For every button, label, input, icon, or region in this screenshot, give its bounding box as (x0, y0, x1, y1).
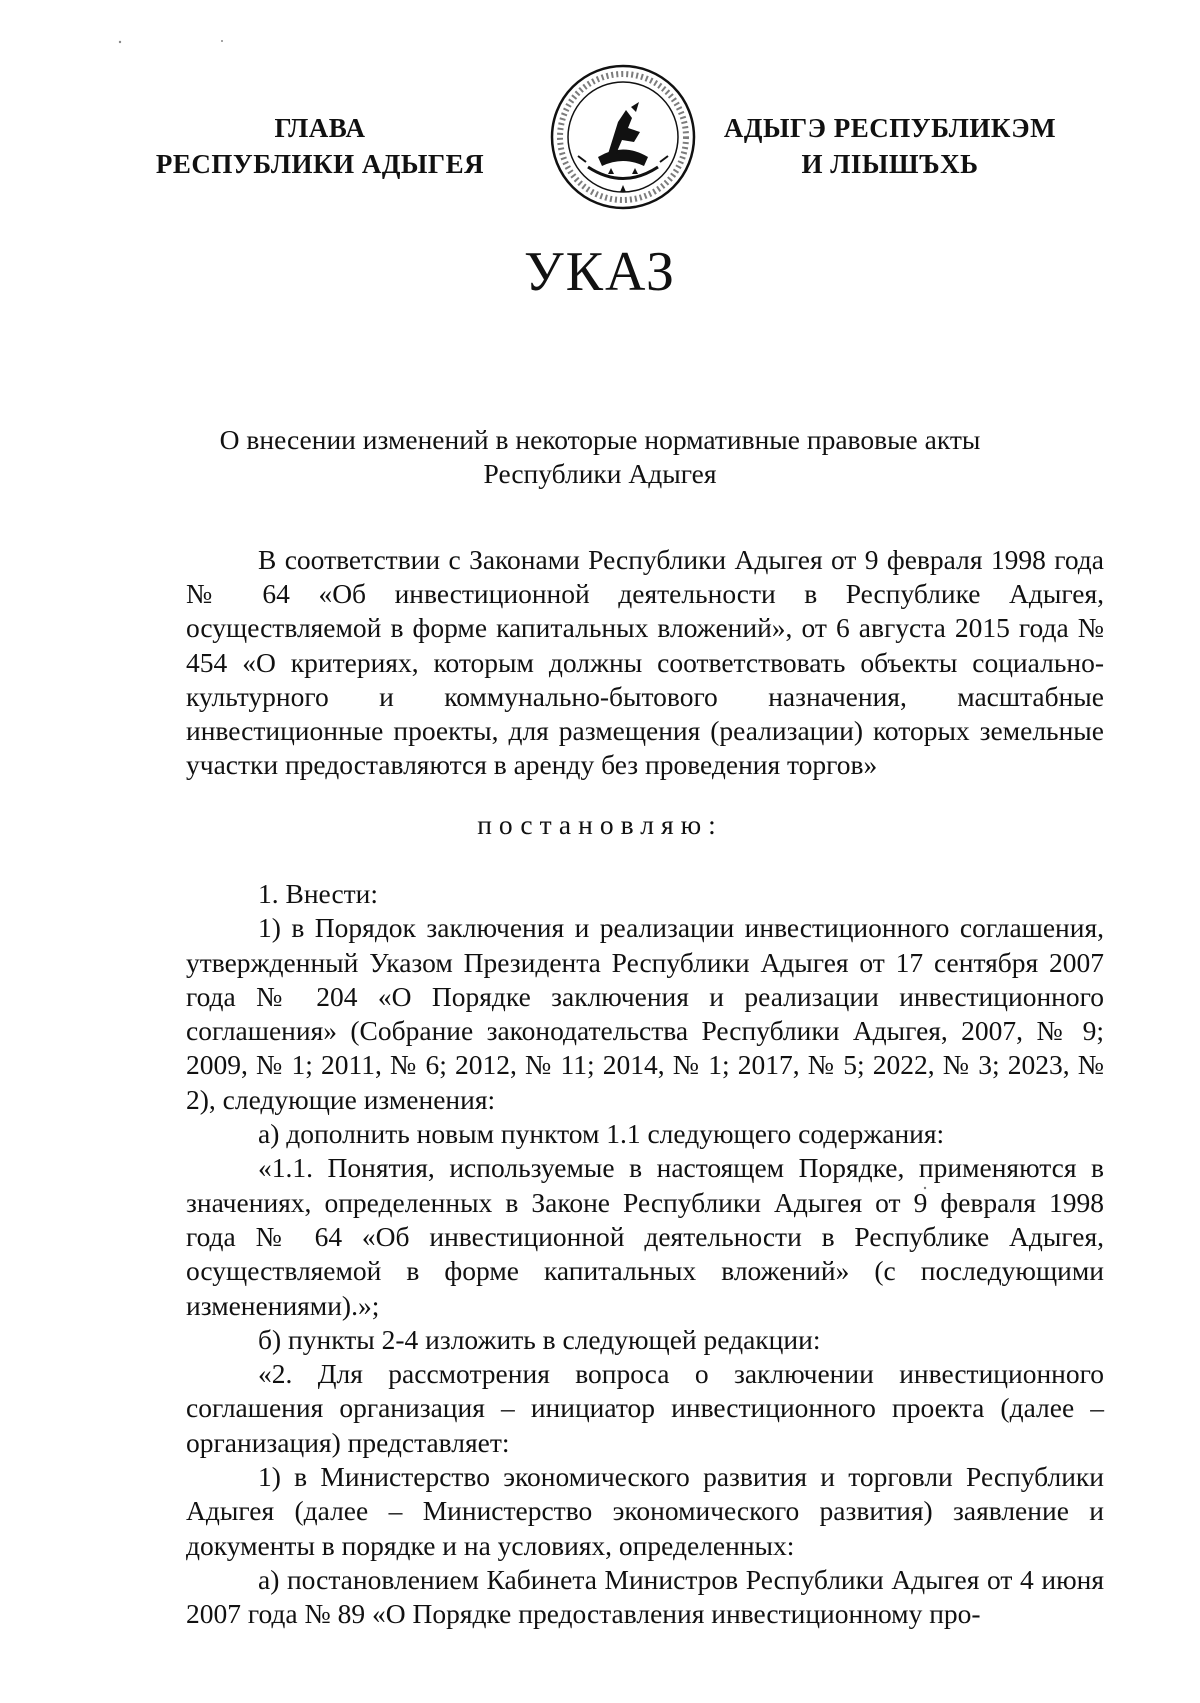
decree-word: постановляю: (477, 809, 723, 840)
decree-body (186, 877, 1104, 1632)
body-paragraph: 1. Внести: (258, 878, 379, 909)
body-paragraph: 1) в Министерство экономического развития и торговли Республики Адыгея (далее – Министерство экономического развития) заявление и документы в порядке и на условиях, определенных: (186, 1461, 1104, 1561)
header-right-line2: И ЛІЫШЪХЬ (801, 149, 979, 179)
preamble-paragraph: В соответствии с Законами Республики Адыгея от 9 февраля 1998 года № 64 «Об инвестиционной деятельности в Республике Адыгея, осуществляемой в форме капитальных вложений», от 6 августа 2015 года № 454 «О критериях, которым должны соответствовать объекты социально-культурного и коммунально-бытового назначения, масштабные инвестиционные проекты, для размещения (реализации) которых земельные участки предоставляются в аренду без проведения торгов» (186, 544, 1104, 781)
subject-line1: О внесении изменений в некоторые нормативные правовые акты (219, 424, 981, 455)
header-left-line1: ГЛАВА (274, 113, 366, 143)
body-paragraph: «1.1. Понятия, используемые в настоящем Порядке, применяются в значениях, определенных в Законе Республики Адыгея от 9 февраля 1998 года № 64 «Об инвестиционной деятельности в Республике Адыгея, осуществляемой в форме капитальных вложений» (с последующими изменениями).»; (186, 1152, 1104, 1321)
body-paragraph: а) постановлением Кабинета Министров Республики Адыгея от 4 июня 2007 года № 89 «О Порядке предоставления инвестиционному про- (186, 1563, 1104, 1630)
header-left (150, 110, 490, 182)
header-right (720, 110, 1060, 182)
document-title: УКАЗ (523, 241, 677, 303)
header-left-line2: РЕСПУБЛИКИ АДЫГЕЯ (155, 149, 485, 179)
body-paragraph: а) дополнить новым пунктом 1.1 следующего содержания: (258, 1118, 945, 1150)
header-right-line1: АДЫГЭ РЕСПУБЛИКЭМ (723, 113, 1057, 143)
subject-line2: Республики Адыгея (483, 458, 717, 489)
body-paragraph: «2. Для рассмотрения вопроса о заключении инвестиционного соглашения организация – инициатор инвестиционного проекта (далее – организация) представляет: (186, 1358, 1104, 1458)
document-subject (150, 423, 1050, 491)
body-paragraph: 1) в Порядок заключения и реализации инвестиционного соглашения, утвержденный Указом Президента Республики Адыгея от 17 сентября 2007 года № 204 «О Порядке заключения и реализации инвестиционного соглашения» (Собрание законодательства Республики Адыгея, 2007, № 9; 2009, № 1; 2011, № 6; 2012, № 11; 2014, № 1; 2017, № 5; 2022, № 3; 2023, № 2), следующие изменения: (186, 912, 1104, 1115)
coat-of-arms-icon (548, 62, 698, 212)
body-paragraph: б) пункты 2-4 изложить в следующей редакции: (258, 1323, 821, 1355)
